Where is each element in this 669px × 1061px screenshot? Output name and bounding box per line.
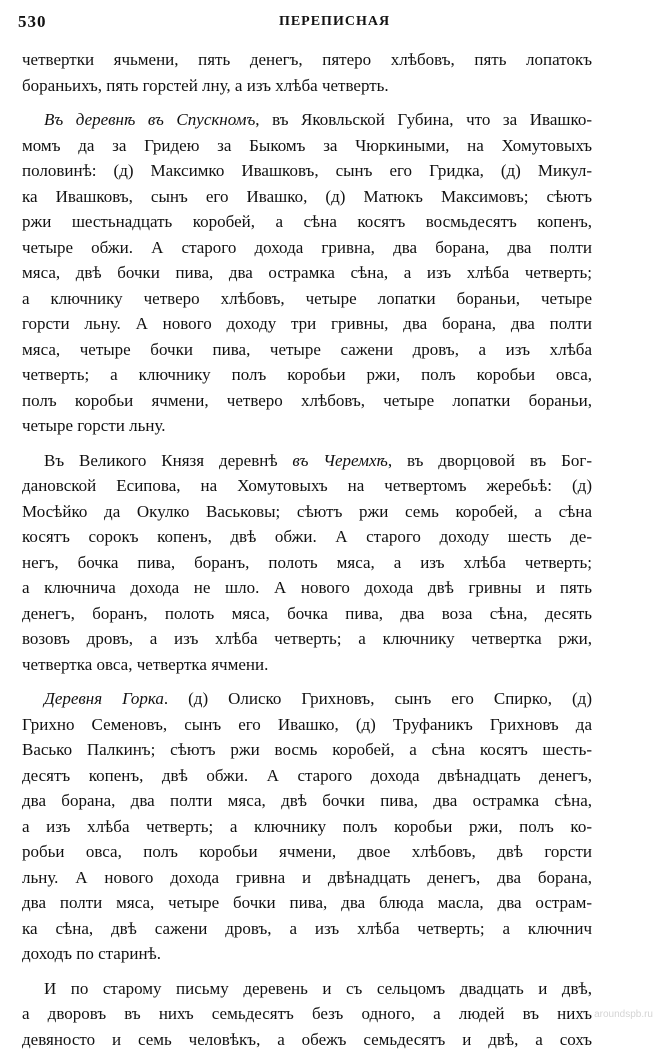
text-run: льну. А нового дохода гривна и двѣнадцать денегъ, два борана, [22,867,592,887]
text-run: половинѣ: (д) Максимко Ивашковъ, сынъ его Гридка, (д) Микул- [22,161,592,180]
text-run: четверть; а ключнику полъ коробьи ржи, полъ коробьи овса, [22,365,592,384]
text-run: Въ Великого Князя деревнѣ [44,450,293,470]
text-line [22,1001,592,1027]
text-run: доходъ по старинѣ. [22,944,162,963]
text-run: момъ да за Гридею за Быкомъ за Чюркиными, на Хомутовыхъ [22,135,592,155]
text-run: негъ, бочка пива, боранъ, полоть мяса, а изъ хлѣба четверть; [22,552,592,572]
text-run: Мосѣйко да Окулко Васьковы; сѣютъ ржи семь коробей, а сѣна [22,501,592,521]
text-run: а изъ хлѣба четверть; а ключнику полъ коробьи ржи, полъ ко- [22,816,592,836]
text-line [22,286,592,312]
text-run: четвертка овса, четвертка ячмени. [22,654,269,674]
text-run: денегъ, боранъ, полоть мяса, бочка пива, два воза сѣна, десять [22,603,592,623]
text-line [22,260,592,286]
text-line [22,1027,592,1053]
text-run: дановской Есипова, на Хомутовыхъ на четвертомъ жеребьѣ: (д) [22,476,592,495]
text-run: горсти льну. А нового доходу три гривны, два борана, два полти [22,314,592,333]
text-line [22,601,592,627]
text-run: а ключнича дохода не шло. А нового дохода двѣ гривны и пять [22,578,592,597]
text-line [22,158,592,184]
text-line [22,788,592,814]
text-run: бораньихъ, пять горстей лну, а изъ хлѣба четверть. [22,75,389,95]
text-run: робьи овса, полъ коробьи ячмени, двое хлѣбовъ, двѣ горсти [22,842,592,861]
text-run: четвертки ячьмени, пять денегъ, пятеро хлѣбовъ, пять лопатокъ [22,50,592,69]
text-run: . (д) Олиско Грихновъ, сынъ его Спирко, (д) [163,689,592,708]
text-line [22,473,592,499]
text-run: два полти мяса, четыре бочки пива, два блюда масла, два острам- [22,893,592,912]
text-line [22,550,592,576]
text-line [22,499,592,525]
paragraph-gorka [22,686,592,967]
text-line [22,209,592,235]
text-run: косятъ сорокъ копенъ, двѣ обжи. А старого доходу шесть де- [22,527,592,546]
text-line [22,686,592,712]
text-line [22,712,592,738]
text-line [22,73,592,99]
text-run: мяса, четыре бочки пива, четыре сажени дровъ, а изъ хлѣба [22,339,592,359]
text-run: полъ коробьи ячмени, четверо хлѣбовъ, четыре лопатки бораньи, [22,390,592,410]
page-number: 530 [18,12,47,31]
page-header [18,12,651,36]
italic-place-name: въ Черемхѣ [292,450,388,470]
text-line [22,839,592,865]
text-line [22,941,592,967]
text-line [22,652,592,678]
text-line [22,107,592,133]
text-line [22,814,592,840]
text-run: , въ дворцовой въ Бог- [387,450,592,470]
text-line [22,763,592,789]
text-run: а ключнику четверо хлѣбовъ, четыре лопатки бораньи, четыре [22,288,592,308]
text-line [22,311,592,337]
text-line [22,388,592,414]
text-line [22,133,592,159]
text-line [22,976,592,1002]
text-line [22,362,592,388]
text-run: два борана, два полти мяса, двѣ бочки пива, два острамка сѣна, [22,791,592,810]
text-line [22,626,592,652]
text-line [22,337,592,363]
running-title: ПЕРЕПИСНАЯ [278,14,391,29]
paragraph-continued [22,47,592,98]
text-line [22,865,592,891]
italic-place-name: Деревня Горка [44,689,164,708]
text-run: И по старому письму деревень и съ сельцомъ двадцать и двѣ, [44,978,592,998]
text-line [22,916,592,942]
text-run: а дворовъ въ нихъ семьдесятъ безъ одного, а людей въ нихъ [22,1004,592,1023]
text-line [22,737,592,763]
text-run: ржи шестьнадцать коробей, а сѣна косятъ восмьдесятъ копенъ, [22,212,592,231]
text-line [22,184,592,210]
text-run: десятъ копенъ, двѣ обжи. А старого дохода двѣнадцать денегъ, [22,765,592,785]
text-run: Васько Палкинъ; сѣютъ ржи восмь коробей, а сѣна косятъ шесть- [22,740,592,759]
text-run: возовъ дровъ, а изъ хлѣба четверть; а ключнику четвертка ржи, [22,629,592,648]
text-line [22,524,592,550]
paragraph-spusknom [22,107,592,439]
text-run: , въ Яковльской Губина, что за Ивашко- [255,110,593,129]
text-run: ка Ивашковъ, сынъ его Ивашко, (д) Матюкъ Максимовъ; сѣютъ [22,186,592,206]
text-line [22,890,592,916]
text-line [22,235,592,261]
watermark: aroundspb.ru [594,1009,653,1020]
text-line [22,575,592,601]
text-line [22,413,592,439]
text-line [22,448,592,474]
text-run: мяса, двѣ бочки пива, два острамка сѣна, а изъ хлѣба четверть; [22,263,592,282]
italic-place-name: Въ деревнѣ въ Спускномъ [44,110,256,129]
text-run: четыре обжи. А старого дохода гривна, два борана, два полти [22,237,592,257]
text-run: девяносто и семь человѣкъ, а обежъ семьдесятъ и двѣ, а сохъ [22,1029,592,1049]
text-run: Грихно Семеновъ, сынъ его Ивашко, (д) Труфаникъ Грихновъ да [22,714,592,734]
text-line [22,47,592,73]
body-text [22,47,592,1061]
text-run: ка сѣна, двѣ сажени дровъ, а изъ хлѣба четверть; а ключнич [22,918,592,938]
text-run: четыре горсти льну. [22,416,166,435]
paragraph-cheremkha [22,448,592,678]
paragraph-totals [22,976,592,1053]
